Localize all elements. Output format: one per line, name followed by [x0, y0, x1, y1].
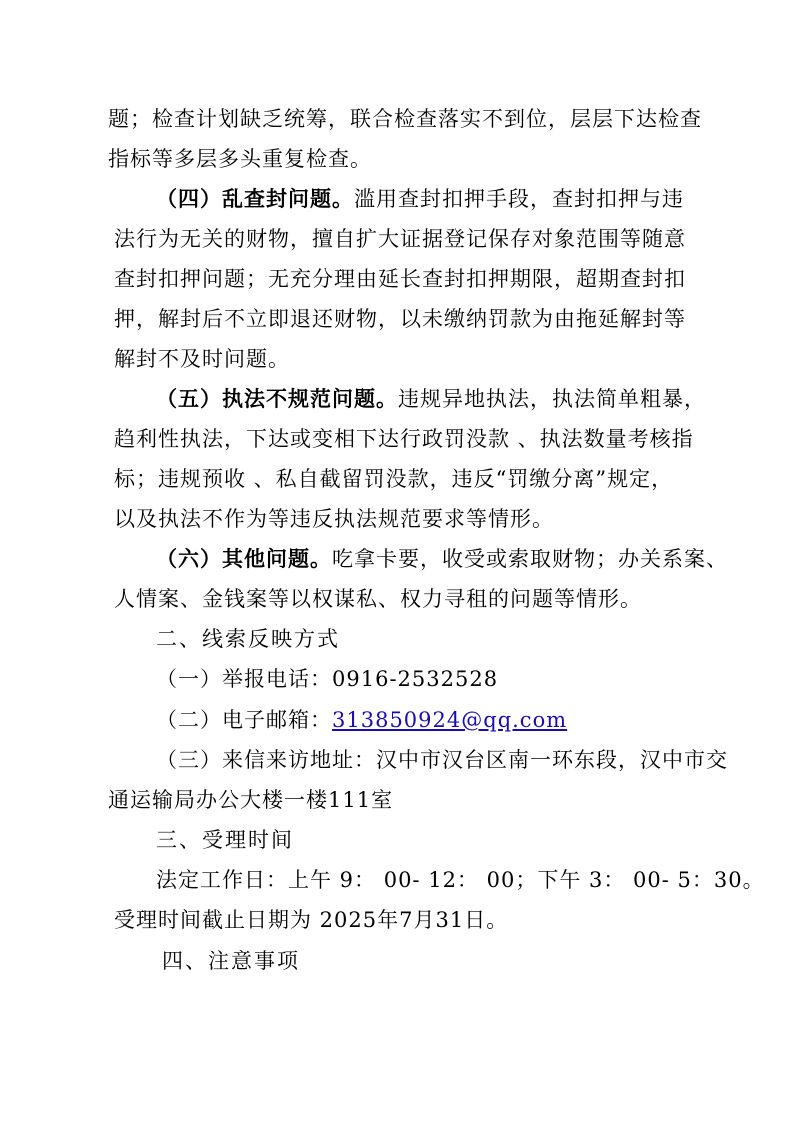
item-five-line [156, 384, 706, 414]
paragraph-line: 以及执法不作为等违反执法规范要求等情形。 [114, 507, 554, 531]
item-five-text: 违规异地执法，执法简单粗暴， [398, 387, 706, 411]
phone-label: （一）举报电话： [156, 667, 332, 691]
item-six-text: 吃拿卡要，收受或索取财物；办关系案、 [332, 547, 728, 571]
section-three-heading: 三、受理时间 [156, 828, 294, 852]
paragraph-line: 趋利性执法，下达或变相下达行政罚没款 、执法数量考核指 [114, 427, 694, 451]
email-link[interactable]: 313850924@qq.com [332, 708, 568, 732]
item-four-text: 滥用查封扣押手段，查封扣押与违 [354, 187, 684, 211]
item-six-title: （六）其他问题。 [156, 546, 332, 571]
paragraph-line: 指标等多层多头重复检查。 [108, 147, 372, 171]
phone-line [156, 664, 498, 694]
section-two-heading: 二、线索反映方式 [156, 627, 340, 651]
section-four-heading: 四、注意事项 [162, 949, 300, 973]
office-hours-line: 法定工作日：上午 9： 00- 12： 00；下午 3： 00- 5：30。 [156, 868, 765, 892]
item-six-line [156, 544, 728, 574]
item-five-title: （五）执法不规范问题。 [156, 386, 398, 411]
paragraph-line: 标；违规预收 、私自截留罚没款，违反“罚缴分离”规定， [114, 467, 674, 491]
address-line: （三）来信来访地址：汉中市汉台区南一环东段，汉中市交 [156, 748, 728, 772]
paragraph-line: 人情案、金钱案等以权谋私、权力寻租的问题等情形。 [114, 587, 642, 611]
item-four-line [156, 184, 684, 214]
paragraph-line: 法行为无关的财物，擅自扩大证据登记保存对象范围等随意 [114, 227, 686, 251]
deadline-line: 受理时间截止日期为 2025年7月31日。 [114, 908, 509, 932]
phone-number: 0916-2532528 [332, 667, 499, 691]
address-line: 通运输局办公大楼一楼111室 [108, 788, 394, 812]
paragraph-line: 题；检查计划缺乏统筹，联合检查落实不到位，层层下达检查 [108, 107, 702, 131]
email-label: （二）电子邮箱： [156, 708, 332, 732]
email-line [156, 705, 567, 735]
item-four-title: （四）乱查封问题。 [156, 186, 354, 211]
paragraph-line: 查封扣押问题；无充分理由延长查封扣押期限，超期查封扣 [114, 267, 686, 291]
paragraph-line: 押，解封后不立即退还财物，以未缴纳罚款为由拖延解封等 [114, 307, 686, 331]
paragraph-line: 解封不及时问题。 [114, 347, 290, 371]
